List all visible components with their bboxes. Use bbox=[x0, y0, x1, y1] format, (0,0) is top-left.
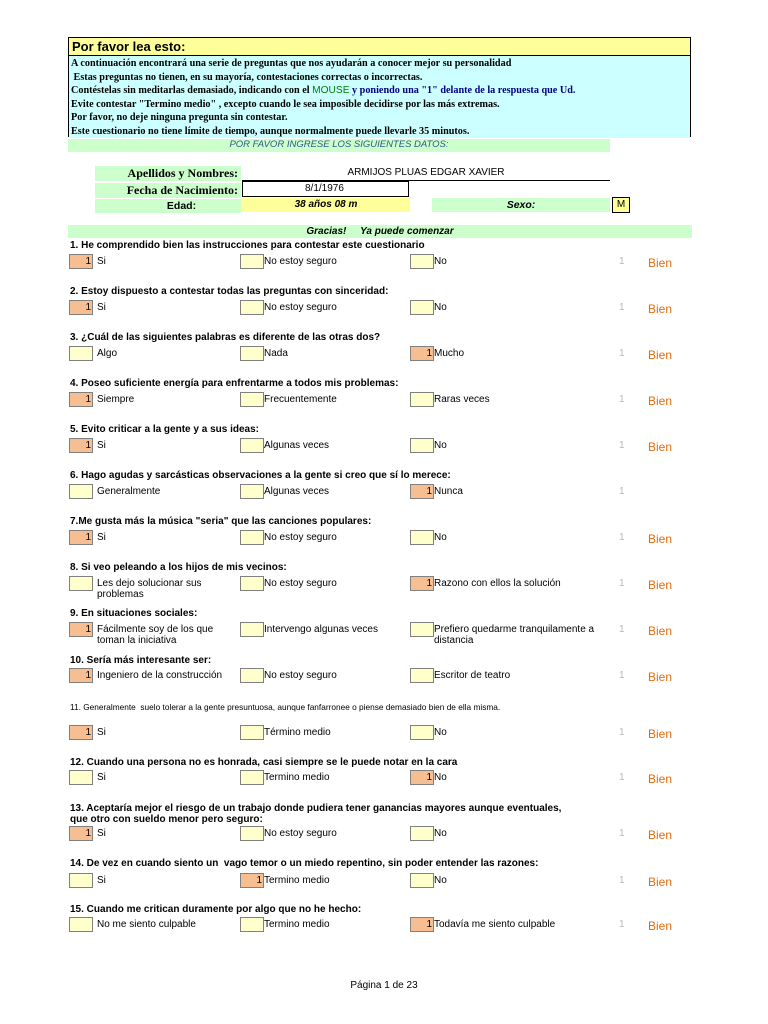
answer-box[interactable] bbox=[240, 770, 264, 785]
result-label: Bien bbox=[648, 532, 673, 546]
answer-box[interactable] bbox=[240, 346, 264, 361]
answer-box[interactable] bbox=[69, 346, 93, 361]
answer-option-label: Algunas veces bbox=[264, 440, 330, 451]
answer-box[interactable]: 1 bbox=[69, 668, 93, 683]
answer-option-label: Frecuentemente bbox=[264, 394, 337, 405]
answer-box[interactable] bbox=[69, 917, 93, 932]
answer-box[interactable]: 1 bbox=[69, 622, 93, 637]
answer-box[interactable] bbox=[240, 530, 264, 545]
instructions-line-3b: y bbox=[349, 85, 360, 96]
instructions-line-5: Por favor, no deje ninguna pregunta sin contestar. bbox=[71, 112, 288, 123]
answer-option-label: Prefiero quedarme tranquilamente a distancia bbox=[434, 624, 595, 646]
question-text: 8. Si veo peleando a los hijos de mis vecinos: bbox=[70, 562, 287, 573]
age-label: Edad: bbox=[95, 199, 241, 213]
answer-box[interactable]: 1 bbox=[410, 484, 434, 499]
instructions-title: Por favor lea esto: bbox=[69, 38, 690, 56]
answer-option-label: Intervengo algunas veces bbox=[264, 624, 378, 635]
answer-box[interactable] bbox=[69, 484, 93, 499]
score-value: 1 bbox=[619, 828, 625, 839]
result-label: Bien bbox=[648, 670, 673, 684]
name-label: Apellidos y Nombres: bbox=[95, 166, 241, 181]
answer-option-label: Siempre bbox=[97, 394, 135, 405]
answer-option-label: No bbox=[434, 302, 447, 313]
answer-option-label: Termino medio bbox=[264, 772, 330, 783]
question-text: 12. Cuando una persona no es honrada, casi siempre se le puede notar en la cara bbox=[70, 757, 458, 768]
dob-label: Fecha de Nacimiento: bbox=[95, 183, 241, 198]
question-text: 14. De vez en cuando siento un vago temor o un miedo repentino, sin poder entender las razones: bbox=[70, 858, 539, 869]
answer-option-label: Si bbox=[97, 532, 106, 543]
answer-option-label: No bbox=[434, 532, 447, 543]
answer-option-label: No me siento culpable bbox=[97, 919, 196, 930]
score-value: 1 bbox=[619, 348, 625, 359]
answer-box[interactable] bbox=[410, 725, 434, 740]
answer-box[interactable] bbox=[240, 576, 264, 591]
answer-box[interactable] bbox=[240, 826, 264, 841]
answer-option-label: No estoy seguro bbox=[264, 670, 337, 681]
answer-option-label: No bbox=[434, 727, 447, 738]
result-label: Bien bbox=[648, 624, 673, 638]
answer-box[interactable] bbox=[410, 530, 434, 545]
instructions-line-4: Evite contestar "Termino medio" , excepto cuando le sea imposible decidirse por las más extremas. bbox=[71, 98, 500, 110]
score-value: 1 bbox=[619, 772, 625, 783]
answer-option-label: No bbox=[434, 440, 447, 451]
answer-option-label: Si bbox=[97, 828, 106, 839]
instructions-body bbox=[69, 56, 690, 138]
result-label: Bien bbox=[648, 919, 673, 933]
answer-option-label: Termino medio bbox=[264, 875, 330, 886]
answer-box[interactable] bbox=[240, 438, 264, 453]
answer-box[interactable]: 1 bbox=[410, 576, 434, 591]
answer-option-label: Si bbox=[97, 302, 106, 313]
answer-option-label: Algo bbox=[97, 348, 118, 359]
answer-box[interactable]: 1 bbox=[69, 826, 93, 841]
name-value[interactable]: ARMIJOS PLUAS EDGAR XAVIER bbox=[242, 166, 610, 181]
answer-option-label: Si bbox=[97, 256, 106, 267]
answer-option-label: Si bbox=[97, 875, 106, 886]
answer-box[interactable] bbox=[240, 300, 264, 315]
answer-option-label: No estoy seguro bbox=[264, 532, 337, 543]
question-text: 10. Sería más interesante ser: bbox=[70, 655, 212, 666]
dob-value[interactable]: 8/1/1976 bbox=[242, 181, 409, 197]
score-value: 1 bbox=[619, 727, 625, 738]
result-label: Bien bbox=[648, 348, 673, 362]
answer-box[interactable]: 1 bbox=[69, 725, 93, 740]
score-value: 1 bbox=[619, 578, 625, 589]
answer-option-label: Si bbox=[97, 440, 106, 451]
answer-box[interactable] bbox=[240, 917, 264, 932]
answer-box[interactable] bbox=[410, 300, 434, 315]
answer-option-label: Nada bbox=[264, 348, 288, 359]
question-text: 9. En situaciones sociales: bbox=[70, 608, 198, 619]
answer-box[interactable]: 1 bbox=[69, 438, 93, 453]
score-value: 1 bbox=[619, 302, 625, 313]
answer-option-label: Fácilmente soy de los que toman la iniciativa bbox=[97, 624, 214, 646]
answer-option-label: Generalmente bbox=[97, 486, 161, 497]
score-value: 1 bbox=[619, 486, 625, 497]
answer-box[interactable] bbox=[69, 576, 93, 591]
answer-box[interactable]: 1 bbox=[240, 873, 264, 888]
answer-option-label: No estoy seguro bbox=[264, 302, 337, 313]
answer-box[interactable] bbox=[240, 254, 264, 269]
answer-option-label: No estoy seguro bbox=[264, 828, 337, 839]
score-value: 1 bbox=[619, 532, 625, 543]
answer-option-label: No estoy seguro bbox=[264, 256, 337, 267]
answer-box[interactable] bbox=[69, 770, 93, 785]
question-text: 15. Cuando me critican duramente por algo que no he hecho: bbox=[70, 904, 362, 915]
answer-box[interactable] bbox=[240, 392, 264, 407]
result-label: Bien bbox=[648, 440, 673, 454]
instructions-line-6: Este cuestionario no tiene límite de tiempo, aunque normalmente puede llevarle 35 minutos. bbox=[71, 125, 470, 137]
answer-box[interactable]: 1 bbox=[69, 300, 93, 315]
instructions-line-2: Estas preguntas no tienen, en su mayoría, contestaciones correctas o incorrectas. bbox=[71, 71, 423, 83]
answer-option-label: No bbox=[434, 828, 447, 839]
answer-option-label: Algunas veces bbox=[264, 486, 330, 497]
question-text: 11. Generalmente suelo tolerar a la gente presuntuosa, aunque fanfarronee o piense demasiado bien de ella misma. bbox=[70, 702, 501, 712]
score-value: 1 bbox=[619, 670, 625, 681]
score-value: 1 bbox=[619, 394, 625, 405]
question-text: 7.Me gusta más la música "seria" que las canciones populares: bbox=[70, 516, 372, 527]
answer-box[interactable]: 1 bbox=[69, 530, 93, 545]
question-text: 6. Hago agudas y sarcásticas observaciones a la gente si creo que sí lo merece: bbox=[70, 470, 451, 481]
answer-box[interactable]: 1 bbox=[410, 917, 434, 932]
answer-option-label: No estoy seguro bbox=[264, 578, 337, 589]
answer-box[interactable] bbox=[410, 438, 434, 453]
mouse-word: MOUSE bbox=[312, 85, 350, 96]
answer-option-label: Nunca bbox=[434, 486, 463, 497]
question-text: 13. Aceptaría mejor el riesgo de un trabajo donde pudiera tener ganancias mayores aunque eventuales, que otro con sueldo menor pero seguro: bbox=[70, 803, 562, 825]
score-value: 1 bbox=[619, 256, 625, 267]
answer-box[interactable] bbox=[240, 622, 264, 637]
question-text: 2. Estoy dispuesto a contestar todas las preguntas con sinceridad: bbox=[70, 286, 389, 297]
answer-option-label: Todavía me siento culpable bbox=[434, 919, 556, 930]
result-label: Bien bbox=[648, 875, 673, 889]
answer-box[interactable] bbox=[410, 668, 434, 683]
answer-box[interactable] bbox=[410, 254, 434, 269]
sex-label: Sexo: bbox=[432, 198, 610, 212]
result-label: Bien bbox=[648, 578, 673, 592]
age-value: 38 años 08 m bbox=[242, 198, 410, 212]
question-text: 3. ¿Cuál de las siguientes palabras es diferente de las otras dos? bbox=[70, 332, 381, 343]
answer-option-label: Si bbox=[97, 772, 106, 783]
answer-option-label: Raras veces bbox=[434, 394, 490, 405]
answer-box[interactable]: 1 bbox=[410, 770, 434, 785]
score-value: 1 bbox=[619, 440, 625, 451]
answer-box[interactable] bbox=[240, 668, 264, 683]
answer-box[interactable] bbox=[410, 826, 434, 841]
answer-box[interactable] bbox=[410, 392, 434, 407]
score-value: 1 bbox=[619, 875, 625, 886]
answer-option-label: Mucho bbox=[434, 348, 465, 359]
question-text: 5. Evito criticar a la gente y a sus ideas: bbox=[70, 424, 259, 435]
answer-box[interactable] bbox=[240, 484, 264, 499]
answer-box[interactable]: 1 bbox=[69, 392, 93, 407]
score-value: 1 bbox=[619, 919, 625, 930]
result-label: Bien bbox=[648, 727, 673, 741]
answer-option-label: Termino medio bbox=[264, 919, 330, 930]
answer-option-label: Les dejo solucionar sus problemas bbox=[97, 578, 202, 600]
answer-option-label: Ingeniero de la construcción bbox=[97, 670, 223, 681]
question-text: 4. Poseo suficiente energía para enfrentarme a todos mis problemas: bbox=[70, 378, 399, 389]
instructions-line-1: A continuación encontrará una serie de preguntas que nos ayudarán a conocer mejor su personalidad bbox=[71, 58, 512, 69]
result-label: Bien bbox=[648, 256, 673, 270]
gracias-band: Gracias! Ya puede comenzar bbox=[68, 225, 692, 238]
answer-box[interactable] bbox=[410, 622, 434, 637]
result-label: Bien bbox=[648, 772, 673, 786]
answer-option-label: Escritor de teatro bbox=[434, 670, 511, 681]
sex-value[interactable]: M bbox=[612, 197, 630, 213]
page-footer: Página 1 de 23 bbox=[350, 980, 418, 991]
answer-option-label: Término medio bbox=[264, 727, 331, 738]
data-entry-header: POR FAVOR INGRESE LOS SIGUIENTES DATOS: bbox=[68, 139, 610, 152]
answer-box[interactable] bbox=[410, 873, 434, 888]
instructions-line-3 bbox=[71, 84, 688, 98]
instructions-line-3a: Contéstelas sin meditarlas demasiado, indicando con el bbox=[71, 85, 313, 96]
result-label: Bien bbox=[648, 828, 673, 842]
answer-box[interactable] bbox=[69, 873, 93, 888]
answer-box[interactable]: 1 bbox=[69, 254, 93, 269]
result-label: Bien bbox=[648, 394, 673, 408]
answer-option-label: Si bbox=[97, 727, 106, 738]
answer-box[interactable] bbox=[240, 725, 264, 740]
answer-option-label: No bbox=[434, 256, 447, 267]
answer-option-label: Razono con ellos la solución bbox=[434, 578, 561, 589]
question-text: 1. He comprendido bien las instrucciones para contestar este cuestionario bbox=[70, 240, 425, 251]
answer-option-label: No bbox=[434, 875, 447, 886]
score-value: 1 bbox=[619, 624, 625, 635]
result-label: Bien bbox=[648, 302, 673, 316]
answer-option-label: No bbox=[434, 772, 447, 783]
instructions-line-3c: poniendo una "1" delante de la respuesta que Ud. bbox=[359, 85, 576, 96]
answer-box[interactable]: 1 bbox=[410, 346, 434, 361]
instructions-panel bbox=[68, 37, 691, 137]
